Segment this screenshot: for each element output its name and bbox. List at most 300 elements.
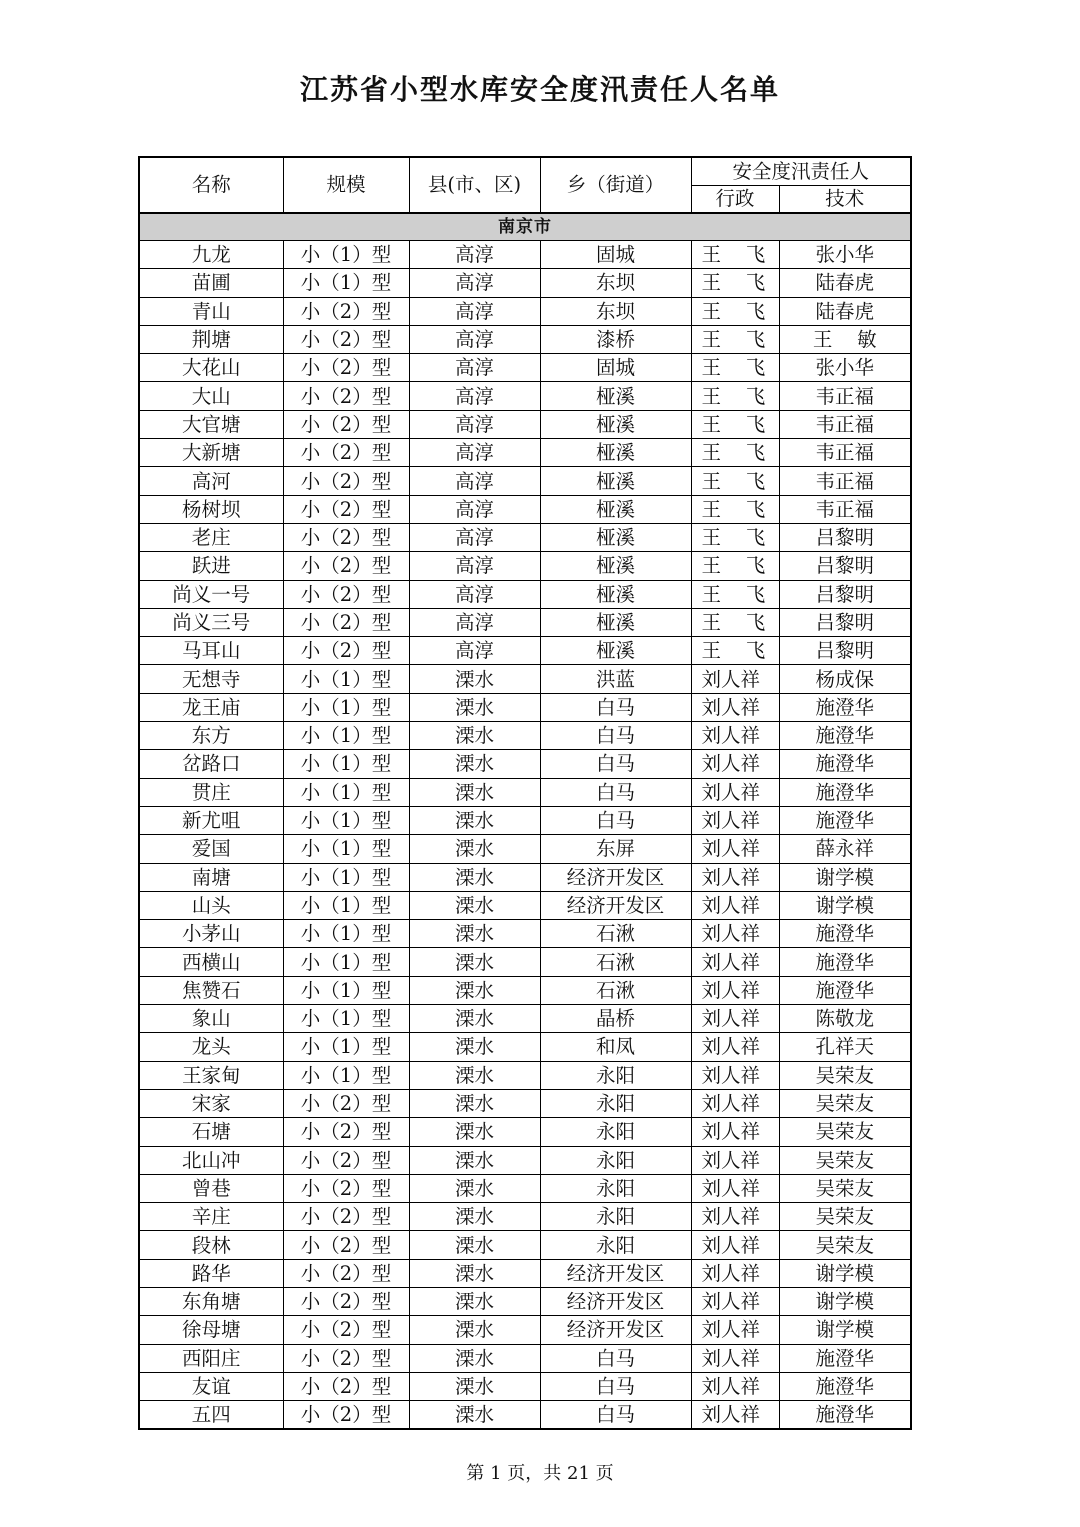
name-cell: 宋家 [139,1089,283,1117]
table-row [139,948,911,976]
tech-cell: 吴荣友 [779,1174,911,1202]
admin-cell: 刘人祥 [691,835,779,863]
table-row [139,467,911,495]
tech-cell: 张小华 [779,241,911,269]
scale-cell: 小（1）型 [283,863,409,891]
admin-cell: 刘人祥 [691,920,779,948]
county-cell: 高淳 [409,637,540,665]
admin-cell: 刘人祥 [691,693,779,721]
county-cell: 高淳 [409,523,540,551]
town-cell: 白马 [540,693,691,721]
admin-cell: 王 飞 [691,241,779,269]
admin-cell: 刘人祥 [691,1231,779,1259]
admin-cell: 刘人祥 [691,722,779,750]
name-cell: 尚义三号 [139,608,283,636]
tech-cell: 张小华 [779,354,911,382]
county-cell: 溧水 [409,778,540,806]
header-responsible: 安全度汛责任人 [691,157,911,186]
table-row [139,439,911,467]
county-cell: 高淳 [409,580,540,608]
county-cell: 溧水 [409,1344,540,1372]
tech-cell: 吴荣友 [779,1118,911,1146]
tech-cell: 孔祥天 [779,1033,911,1061]
table-row [139,637,911,665]
county-cell: 溧水 [409,693,540,721]
scale-cell: 小（1）型 [283,806,409,834]
town-cell: 经济开发区 [540,1259,691,1287]
tech-cell: 谢学模 [779,863,911,891]
name-cell: 老庄 [139,523,283,551]
admin-cell: 刘人祥 [691,778,779,806]
town-cell: 经济开发区 [540,891,691,919]
name-cell: 东角塘 [139,1287,283,1315]
table-row [139,835,911,863]
town-cell: 永阳 [540,1231,691,1259]
county-cell: 高淳 [409,495,540,523]
admin-cell: 刘人祥 [691,1005,779,1033]
town-cell: 永阳 [540,1061,691,1089]
scale-cell: 小（1）型 [283,920,409,948]
county-cell: 溧水 [409,722,540,750]
county-cell: 溧水 [409,1005,540,1033]
tech-cell: 施澄华 [779,806,911,834]
name-cell: 龙王庙 [139,693,283,721]
county-cell: 溧水 [409,750,540,778]
county-cell: 溧水 [409,1316,540,1344]
town-cell: 桠溪 [540,580,691,608]
scale-cell: 小（2）型 [283,467,409,495]
county-cell: 溧水 [409,1259,540,1287]
scale-cell: 小（1）型 [283,722,409,750]
table-row [139,920,911,948]
county-cell: 溧水 [409,1089,540,1117]
tech-cell: 吴荣友 [779,1089,911,1117]
scale-cell: 小（2）型 [283,1287,409,1315]
table-row [139,722,911,750]
county-cell: 溧水 [409,976,540,1004]
town-cell: 东坝 [540,269,691,297]
table-row [139,325,911,353]
town-cell: 石湫 [540,920,691,948]
town-cell: 永阳 [540,1174,691,1202]
admin-cell: 王 飞 [691,637,779,665]
county-cell: 溧水 [409,1231,540,1259]
town-cell: 白马 [540,1372,691,1400]
header-scale: 规模 [283,157,409,213]
name-cell: 跃进 [139,552,283,580]
scale-cell: 小（2）型 [283,1259,409,1287]
admin-cell: 刘人祥 [691,1033,779,1061]
town-cell: 洪蓝 [540,665,691,693]
tech-cell: 施澄华 [779,778,911,806]
name-cell: 龙头 [139,1033,283,1061]
county-cell: 高淳 [409,354,540,382]
table-row [139,1005,911,1033]
town-cell: 白马 [540,722,691,750]
admin-cell: 刘人祥 [691,863,779,891]
name-cell: 小茅山 [139,920,283,948]
table-row [139,608,911,636]
scale-cell: 小（2）型 [283,297,409,325]
town-cell: 和凤 [540,1033,691,1061]
town-cell: 桠溪 [540,410,691,438]
table-row [139,1033,911,1061]
tech-cell: 吕黎明 [779,637,911,665]
table-row [139,1061,911,1089]
name-cell: 徐母塘 [139,1316,283,1344]
scale-cell: 小（2）型 [283,1231,409,1259]
name-cell: 友谊 [139,1372,283,1400]
table-row [139,976,911,1004]
scale-cell: 小（1）型 [283,1033,409,1061]
county-cell: 溧水 [409,1203,540,1231]
name-cell: 荆塘 [139,325,283,353]
county-cell: 溧水 [409,920,540,948]
page-footer: 第 1 页，共 21 页 [466,1463,614,1484]
name-cell: 山头 [139,891,283,919]
table-row [139,1231,911,1259]
scale-cell: 小（2）型 [283,1118,409,1146]
table-row [139,354,911,382]
admin-cell: 刘人祥 [691,1344,779,1372]
admin-cell: 王 飞 [691,608,779,636]
town-cell: 东坝 [540,297,691,325]
name-cell: 石塘 [139,1118,283,1146]
county-cell: 溧水 [409,665,540,693]
name-cell: 曾巷 [139,1174,283,1202]
tech-cell: 谢学模 [779,891,911,919]
town-cell: 永阳 [540,1146,691,1174]
county-cell: 溧水 [409,948,540,976]
tech-cell: 谢学模 [779,1259,911,1287]
scale-cell: 小（1）型 [283,976,409,1004]
tech-cell: 施澄华 [779,1372,911,1400]
header-name: 名称 [139,157,283,213]
tech-cell: 韦正福 [779,439,911,467]
admin-cell: 王 飞 [691,580,779,608]
scale-cell: 小（2）型 [283,1203,409,1231]
name-cell: 路华 [139,1259,283,1287]
town-cell: 桠溪 [540,467,691,495]
admin-cell: 刘人祥 [691,1061,779,1089]
town-cell: 桠溪 [540,552,691,580]
admin-cell: 王 飞 [691,410,779,438]
admin-cell: 王 飞 [691,552,779,580]
admin-cell: 王 飞 [691,325,779,353]
county-cell: 溧水 [409,1146,540,1174]
name-cell: 贯庄 [139,778,283,806]
admin-cell: 王 飞 [691,297,779,325]
scale-cell: 小（1）型 [283,891,409,919]
scale-cell: 小（2）型 [283,325,409,353]
admin-cell: 王 飞 [691,382,779,410]
table-row [139,269,911,297]
header-town: 乡（街道） [540,157,691,213]
tech-cell: 施澄华 [779,693,911,721]
tech-cell: 施澄华 [779,976,911,1004]
scale-cell: 小（2）型 [283,410,409,438]
name-cell: 象山 [139,1005,283,1033]
name-cell: 辛庄 [139,1203,283,1231]
admin-cell: 刘人祥 [691,806,779,834]
county-cell: 高淳 [409,552,540,580]
name-cell: 段林 [139,1231,283,1259]
table-row [139,1089,911,1117]
scale-cell: 小（1）型 [283,778,409,806]
town-cell: 石湫 [540,976,691,1004]
town-cell: 经济开发区 [540,863,691,891]
admin-cell: 刘人祥 [691,1089,779,1117]
tech-cell: 吴荣友 [779,1146,911,1174]
table-body [139,213,911,1429]
tech-cell: 施澄华 [779,948,911,976]
admin-cell: 刘人祥 [691,1118,779,1146]
county-cell: 高淳 [409,297,540,325]
scale-cell: 小（2）型 [283,1146,409,1174]
tech-cell: 施澄华 [779,722,911,750]
scale-cell: 小（2）型 [283,354,409,382]
county-cell: 溧水 [409,1174,540,1202]
table-row [139,1344,911,1372]
town-cell: 桠溪 [540,637,691,665]
admin-cell: 刘人祥 [691,1316,779,1344]
header-admin: 行政 [691,186,779,214]
town-cell: 固城 [540,354,691,382]
name-cell: 爱国 [139,835,283,863]
tech-cell: 陈敬龙 [779,1005,911,1033]
tech-cell: 谢学模 [779,1287,911,1315]
town-cell: 永阳 [540,1089,691,1117]
county-cell: 高淳 [409,410,540,438]
table-row [139,1401,911,1430]
admin-cell: 刘人祥 [691,1401,779,1430]
admin-cell: 王 飞 [691,467,779,495]
tech-cell: 陆春虎 [779,297,911,325]
scale-cell: 小（1）型 [283,835,409,863]
table-row [139,1118,911,1146]
table-row [139,1287,911,1315]
table-row [139,523,911,551]
admin-cell: 王 飞 [691,523,779,551]
scale-cell: 小（1）型 [283,1061,409,1089]
name-cell: 西阳庄 [139,1344,283,1372]
county-cell: 溧水 [409,891,540,919]
table-row [139,891,911,919]
table-row [139,1203,911,1231]
tech-cell: 韦正福 [779,410,911,438]
admin-cell: 王 飞 [691,354,779,382]
county-cell: 溧水 [409,1287,540,1315]
scale-cell: 小（2）型 [283,495,409,523]
tech-cell: 施澄华 [779,920,911,948]
tech-cell: 王 敏 [779,325,911,353]
tech-cell: 吕黎明 [779,608,911,636]
name-cell: 杨树坝 [139,495,283,523]
name-cell: 西横山 [139,948,283,976]
name-cell: 北山冲 [139,1146,283,1174]
town-cell: 桠溪 [540,523,691,551]
scale-cell: 小（1）型 [283,241,409,269]
name-cell: 九龙 [139,241,283,269]
admin-cell: 刘人祥 [691,1287,779,1315]
admin-cell: 王 飞 [691,495,779,523]
table-row [139,410,911,438]
name-cell: 无想寺 [139,665,283,693]
name-cell: 尚义一号 [139,580,283,608]
town-cell: 白马 [540,806,691,834]
county-cell: 高淳 [409,608,540,636]
table-row [139,1174,911,1202]
admin-cell: 刘人祥 [691,976,779,1004]
town-cell: 漆桥 [540,325,691,353]
admin-cell: 刘人祥 [691,891,779,919]
county-cell: 溧水 [409,1118,540,1146]
tech-cell: 韦正福 [779,382,911,410]
county-cell: 溧水 [409,1033,540,1061]
town-cell: 永阳 [540,1118,691,1146]
scale-cell: 小（2）型 [283,523,409,551]
town-cell: 东屏 [540,835,691,863]
tech-cell: 吕黎明 [779,552,911,580]
tech-cell: 吴荣友 [779,1203,911,1231]
tech-cell: 谢学模 [779,1316,911,1344]
header-county: 县(市、区) [409,157,540,213]
county-cell: 高淳 [409,382,540,410]
town-cell: 经济开发区 [540,1316,691,1344]
table-row [139,693,911,721]
name-cell: 东方 [139,722,283,750]
header-tech: 技术 [779,186,911,214]
admin-cell: 刘人祥 [691,750,779,778]
county-cell: 溧水 [409,863,540,891]
tech-cell: 吴荣友 [779,1231,911,1259]
name-cell: 五四 [139,1401,283,1430]
scale-cell: 小（2）型 [283,1401,409,1430]
name-cell: 大官塘 [139,410,283,438]
town-cell: 晶桥 [540,1005,691,1033]
scale-cell: 小（2）型 [283,580,409,608]
town-cell: 白马 [540,1401,691,1430]
scale-cell: 小（1）型 [283,1005,409,1033]
scale-cell: 小（1）型 [283,269,409,297]
admin-cell: 王 飞 [691,439,779,467]
name-cell: 大山 [139,382,283,410]
county-cell: 溧水 [409,1372,540,1400]
county-cell: 溧水 [409,835,540,863]
scale-cell: 小（2）型 [283,1089,409,1117]
town-cell: 白马 [540,1344,691,1372]
table-row [139,1146,911,1174]
name-cell: 南塘 [139,863,283,891]
county-cell: 溧水 [409,1401,540,1430]
town-cell: 固城 [540,241,691,269]
scale-cell: 小（1）型 [283,948,409,976]
table-row [139,580,911,608]
name-cell: 高河 [139,467,283,495]
admin-cell: 刘人祥 [691,1174,779,1202]
admin-cell: 王 飞 [691,269,779,297]
admin-cell: 刘人祥 [691,1372,779,1400]
tech-cell: 吴荣友 [779,1061,911,1089]
scale-cell: 小（2）型 [283,1372,409,1400]
tech-cell: 杨成保 [779,665,911,693]
town-cell: 桠溪 [540,439,691,467]
scale-cell: 小（1）型 [283,665,409,693]
scale-cell: 小（1）型 [283,750,409,778]
town-cell: 桠溪 [540,608,691,636]
tech-cell: 韦正福 [779,467,911,495]
tech-cell: 薛永祥 [779,835,911,863]
admin-cell: 刘人祥 [691,948,779,976]
scale-cell: 小（2）型 [283,637,409,665]
tech-cell: 吕黎明 [779,523,911,551]
name-cell: 青山 [139,297,283,325]
name-cell: 新尤咀 [139,806,283,834]
scale-cell: 小（2）型 [283,1316,409,1344]
admin-cell: 刘人祥 [691,1146,779,1174]
county-cell: 高淳 [409,241,540,269]
town-cell: 桠溪 [540,495,691,523]
table-row [139,1372,911,1400]
county-cell: 高淳 [409,439,540,467]
admin-cell: 刘人祥 [691,665,779,693]
name-cell: 焦赞石 [139,976,283,1004]
city-row [139,213,911,241]
county-cell: 高淳 [409,325,540,353]
scale-cell: 小（1）型 [283,693,409,721]
county-cell: 高淳 [409,467,540,495]
name-cell: 岔路口 [139,750,283,778]
tech-cell: 施澄华 [779,1401,911,1430]
town-cell: 白马 [540,750,691,778]
town-cell: 永阳 [540,1203,691,1231]
scale-cell: 小（2）型 [283,1344,409,1372]
admin-cell: 刘人祥 [691,1259,779,1287]
name-cell: 大新塘 [139,439,283,467]
table-row [139,552,911,580]
page-title: 江苏省小型水库安全度汛责任人名单 [299,73,780,106]
scale-cell: 小（2）型 [283,552,409,580]
table-row [139,297,911,325]
table-row [139,778,911,806]
table-row [139,1316,911,1344]
table-row [139,241,911,269]
name-cell: 马耳山 [139,637,283,665]
responsibility-table [138,156,912,1430]
town-cell: 石湫 [540,948,691,976]
scale-cell: 小（2）型 [283,1174,409,1202]
tech-cell: 韦正福 [779,495,911,523]
town-cell: 桠溪 [540,382,691,410]
scale-cell: 小（2）型 [283,608,409,636]
table-row [139,1259,911,1287]
tech-cell: 吕黎明 [779,580,911,608]
name-cell: 王家甸 [139,1061,283,1089]
town-cell: 白马 [540,778,691,806]
county-cell: 溧水 [409,806,540,834]
scale-cell: 小（2）型 [283,382,409,410]
city-label: 南京市 [139,213,911,241]
table-row [139,750,911,778]
table-row [139,806,911,834]
table-row [139,665,911,693]
county-cell: 溧水 [409,1061,540,1089]
tech-cell: 施澄华 [779,1344,911,1372]
tech-cell: 施澄华 [779,750,911,778]
table-row [139,495,911,523]
name-cell: 大花山 [139,354,283,382]
admin-cell: 刘人祥 [691,1203,779,1231]
